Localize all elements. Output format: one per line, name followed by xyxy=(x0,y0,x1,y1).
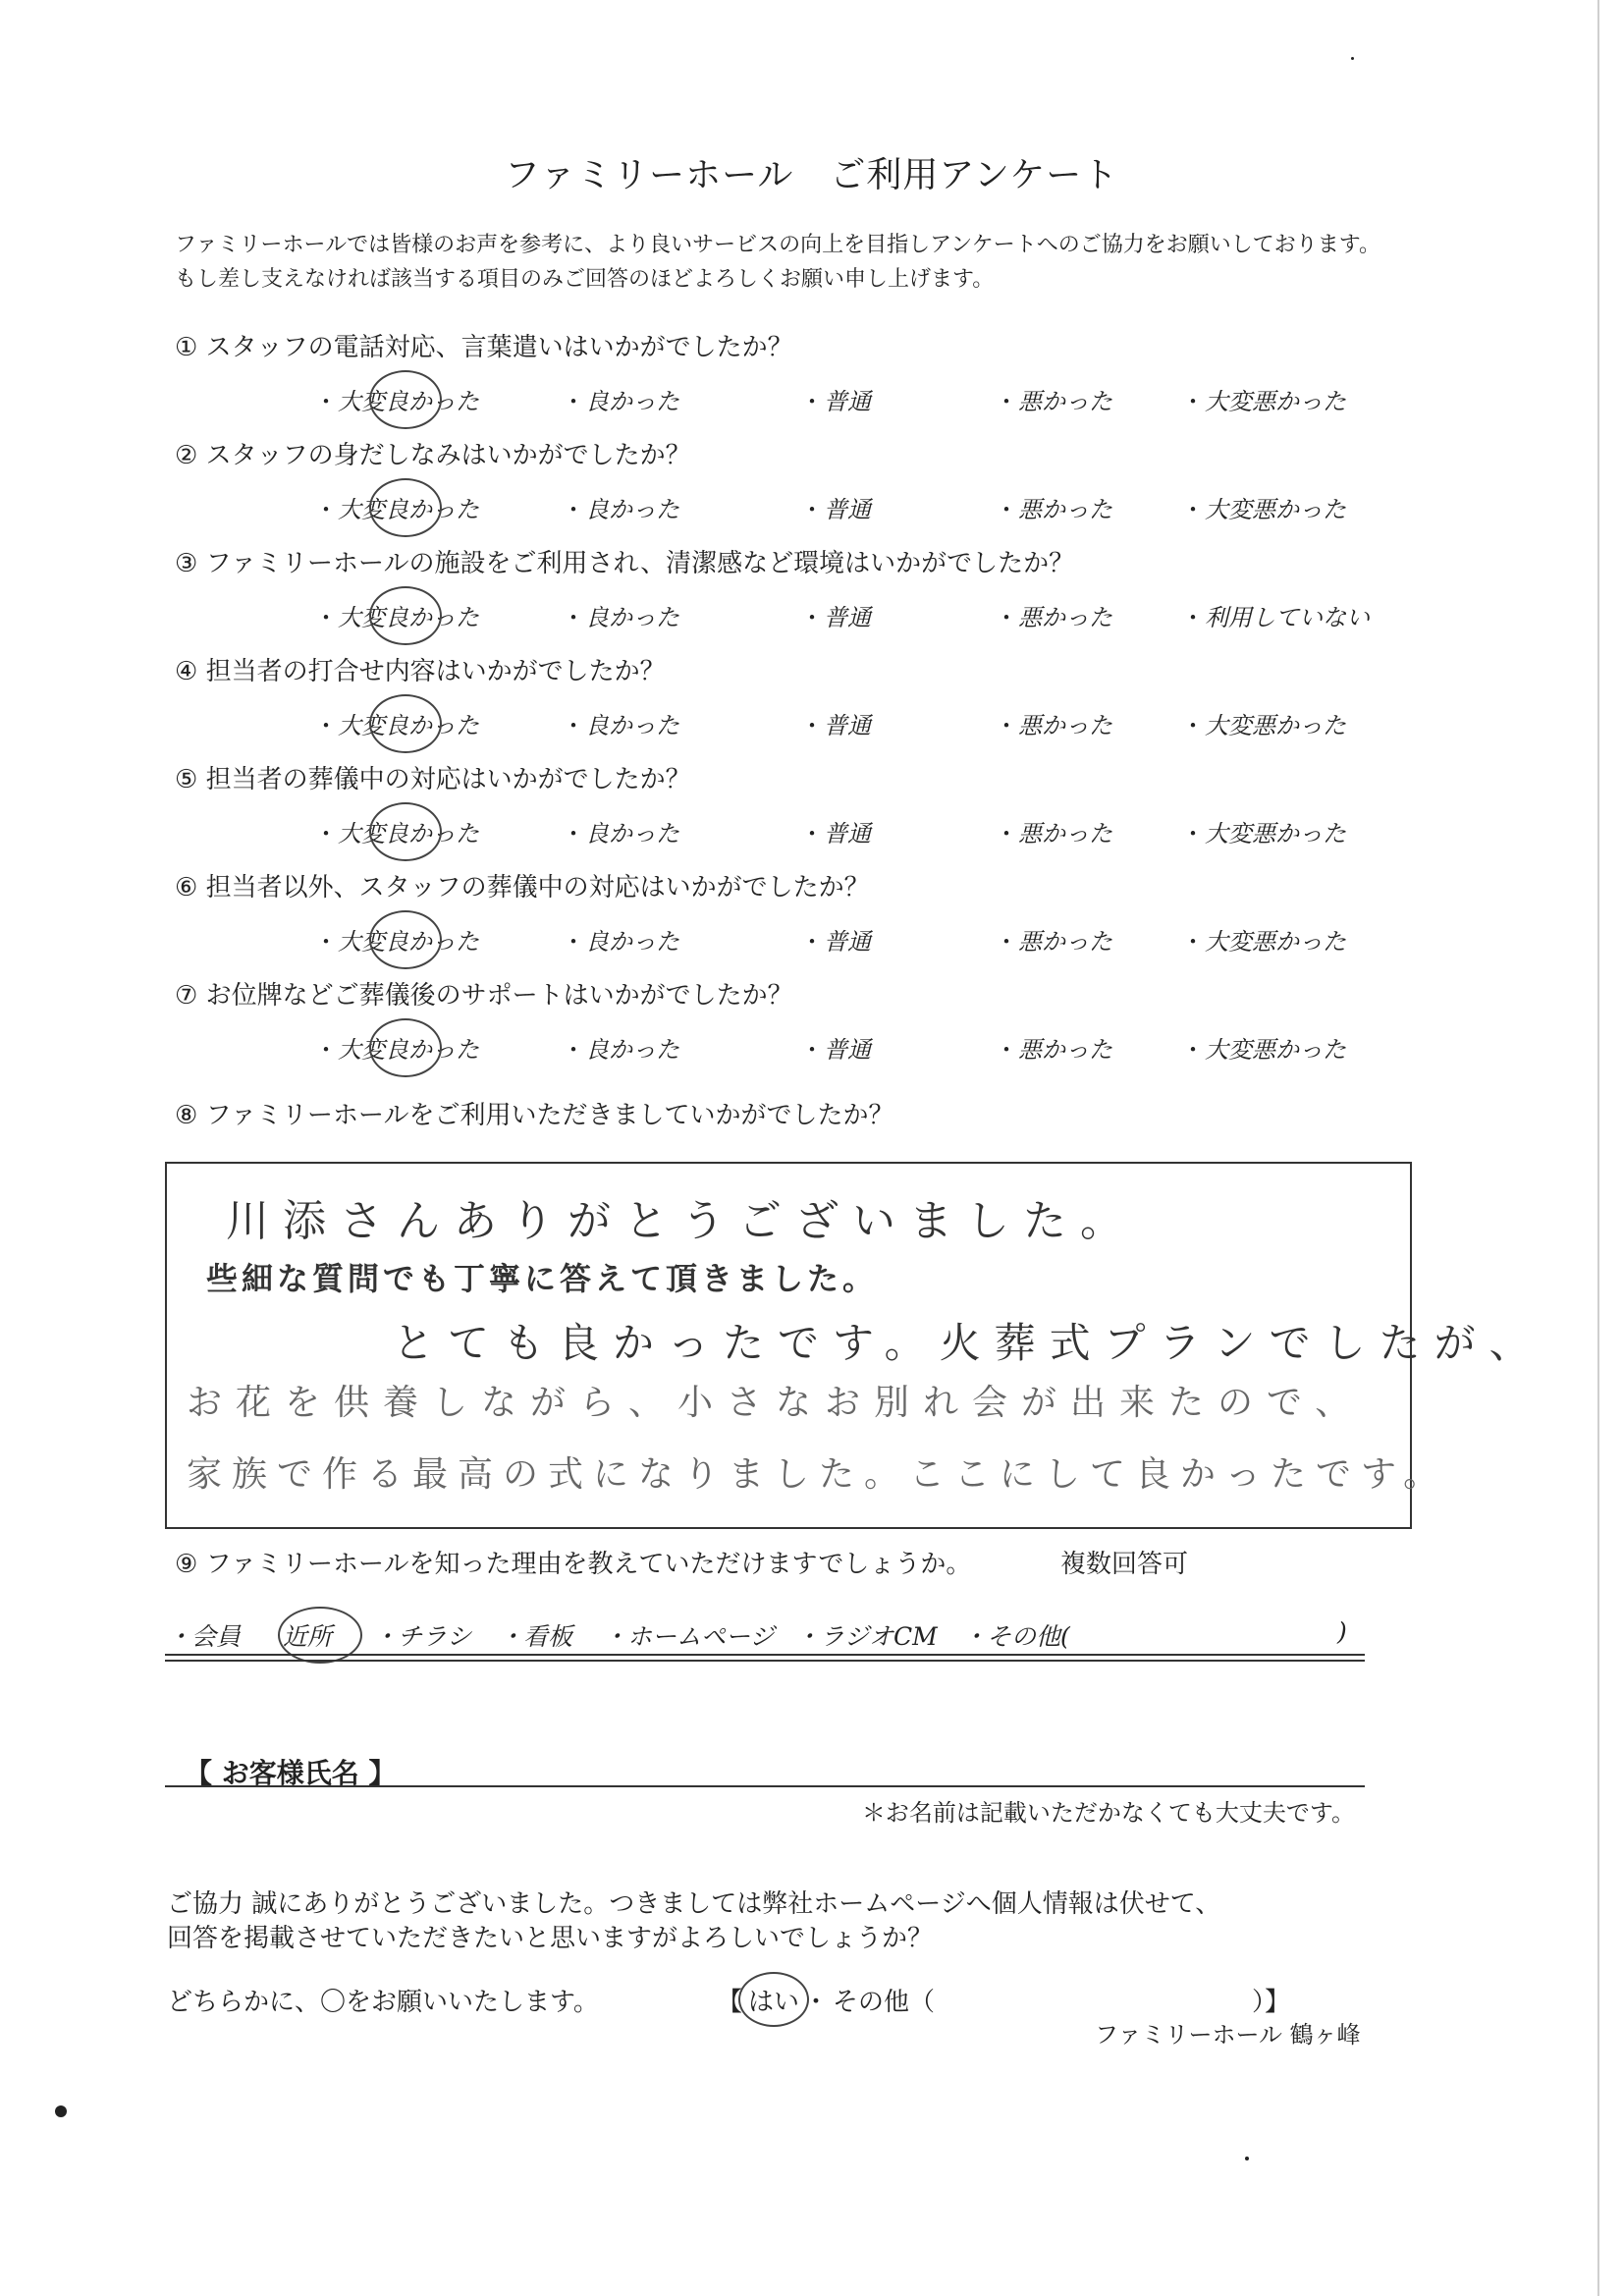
question-1-options xyxy=(0,382,1623,421)
question-6-options xyxy=(0,922,1623,961)
question-4-option-5[interactable]: ・ 大変悪かった xyxy=(1181,706,1346,740)
question-5-option-5[interactable]: ・ 大変悪かった xyxy=(1181,814,1346,848)
question-1-option-2[interactable]: ・ 良かった xyxy=(562,382,679,416)
question-3-option-1[interactable]: ・ 大変良かった xyxy=(314,598,479,632)
question-4-option-2[interactable]: ・ 良かった xyxy=(562,706,679,740)
question-2-option-5[interactable]: ・ 大変悪かった xyxy=(1181,490,1346,524)
question-3-option-3[interactable]: ・ 普通 xyxy=(800,598,871,632)
question-2-label: ② スタッフの身だしなみはいかがでしたか？ xyxy=(175,441,691,470)
question-6-option-1[interactable]: ・ 大変良かった xyxy=(314,922,479,957)
source-option-radio-cm[interactable]: ・ラジオCM xyxy=(795,1622,938,1651)
question-7-option-3[interactable]: ・ 普通 xyxy=(800,1030,871,1065)
customer-name-field[interactable] xyxy=(165,1785,1365,1787)
question-5-options xyxy=(0,814,1623,853)
source-option-other[interactable]: ・その他( xyxy=(962,1622,1070,1651)
question-4-label: ④ 担当者の打合せ内容はいかがでしたか？ xyxy=(175,657,666,686)
question-2-option-2[interactable]: ・ 良かった xyxy=(562,490,679,524)
source-underline-2 xyxy=(165,1660,1365,1662)
scan-speck xyxy=(1245,2157,1249,2160)
source-option-member[interactable]: ・会員 xyxy=(167,1622,242,1651)
name-optional-note: ＊お名前は記載いただかなくても大丈夫です。 xyxy=(861,1799,1355,1827)
choice-open-bracket: 【 xyxy=(717,1988,743,2017)
question-2-option-4[interactable]: ・ 悪かった xyxy=(995,490,1112,524)
comment-box[interactable] xyxy=(165,1162,1544,1529)
question-4-options xyxy=(0,706,1623,745)
choice-other[interactable]: その他（ xyxy=(833,1988,936,2017)
question-1-label: ① スタッフの電話対応、言葉遣いはいかがでしたか？ xyxy=(175,333,793,362)
question-2-option-3[interactable]: ・ 普通 xyxy=(800,490,871,524)
source-option-signboard[interactable]: ・看板 xyxy=(499,1622,573,1651)
question-1-option-5[interactable]: ・ 大変悪かった xyxy=(1181,382,1346,416)
question-3-option-4[interactable]: ・ 悪かった xyxy=(995,598,1112,632)
source-option-flyer[interactable]: ・チラシ xyxy=(373,1622,472,1651)
intro-line-2: もし差し支えなければ該当する項目のみご回答のほどよろしくお願い申し上げます。 xyxy=(175,267,995,292)
choice-separator: ・ xyxy=(803,1988,830,2017)
source-option-neighborhood[interactable]: 近所 xyxy=(283,1622,333,1651)
question-6-option-2[interactable]: ・ 良かった xyxy=(562,922,679,957)
comment-line-2: 些細な質問でも丁寧に答えて頂きました。 xyxy=(206,1260,879,1297)
question-3-option-5[interactable]: ・ 利用していない xyxy=(1181,598,1370,632)
question-7-options xyxy=(0,1030,1623,1069)
closing-line-1: ご協力 誠にありがとうございました。つきましては弊社ホームページへ個人情報は伏せて、 xyxy=(167,1889,1221,1919)
intro-line-1: ファミリーホールでは皆様のお声を参考に、より良いサービスの向上を目指しアンケートへのご協力をお願いしております。 xyxy=(175,233,1381,257)
closing-line-2: 回答を掲載させていただきたいと思いますがよろしいでしょうか？ xyxy=(167,1924,934,1953)
question-4-option-1[interactable]: ・ 大変良かった xyxy=(314,706,479,740)
question-6-label: ⑥ 担当者以外、スタッフの葬儀中の対応はいかがでしたか？ xyxy=(175,873,870,902)
question-7-option-1[interactable]: ・ 大変良かった xyxy=(314,1030,479,1065)
question-9-label: ⑨ ファミリーホールを知った理由を教えていただけますでしょうか。 xyxy=(175,1550,972,1579)
question-4-option-3[interactable]: ・ 普通 xyxy=(800,706,871,740)
choice-yes[interactable]: はい xyxy=(748,1988,800,2017)
question-7-label: ⑦ お位牌などご葬儀後のサポートはいかがでしたか？ xyxy=(175,981,793,1011)
question-3-option-2[interactable]: ・ 良かった xyxy=(562,598,679,632)
scan-speck xyxy=(55,2105,67,2117)
comment-line-4: お花を供養しながら、小さなお別れ会が出来たので、 xyxy=(187,1383,1365,1423)
source-underline xyxy=(165,1654,1365,1656)
question-7-option-5[interactable]: ・ 大変悪かった xyxy=(1181,1030,1346,1065)
question-4-option-4[interactable]: ・ 悪かった xyxy=(995,706,1112,740)
question-7-option-2[interactable]: ・ 良かった xyxy=(562,1030,679,1065)
question-1-option-3[interactable]: ・ 普通 xyxy=(800,382,871,416)
question-5-label: ⑤ 担当者の葬儀中の対応はいかがでしたか？ xyxy=(175,765,691,794)
source-option-other-close: ) xyxy=(1337,1617,1347,1646)
question-5-option-2[interactable]: ・ 良かった xyxy=(562,814,679,848)
question-2-options xyxy=(0,490,1623,529)
question-7-option-4[interactable]: ・ 悪かった xyxy=(995,1030,1112,1065)
question-5-option-4[interactable]: ・ 悪かった xyxy=(995,814,1112,848)
question-2-option-1[interactable]: ・ 大変良かった xyxy=(314,490,479,524)
question-1-option-1[interactable]: ・ 大変良かった xyxy=(314,382,479,416)
scan-edge-line xyxy=(1597,0,1599,2296)
page-title: ファミリーホール ご利用アンケート xyxy=(504,155,1119,195)
question-3-options xyxy=(0,598,1623,637)
comment-line-5: 家族で作る最高の式になりました。ここにして良かったです。 xyxy=(187,1454,1449,1495)
question-6-option-3[interactable]: ・ 普通 xyxy=(800,922,871,957)
question-8-label: ⑧ ファミリーホールをご利用いただきましていかがでしたか？ xyxy=(175,1101,894,1130)
comment-line-1: 川添さんありがとうございました。 xyxy=(226,1196,1137,1246)
signature: ファミリーホール 鶴ヶ峰 xyxy=(1095,2021,1361,2049)
choice-close-bracket: ）】 xyxy=(1252,1988,1291,2017)
multiple-answers-note: 複数回答可 xyxy=(1060,1550,1189,1579)
source-option-homepage[interactable]: ・ホームページ xyxy=(603,1622,775,1651)
question-5-option-1[interactable]: ・ 大変良かった xyxy=(314,814,479,848)
question-3-label: ③ ファミリーホールの施設をご利用され、清潔感など環境はいかがでしたか？ xyxy=(175,549,1075,578)
customer-name-label: 【 お客様氏名 】 xyxy=(185,1757,397,1789)
scan-speck xyxy=(1351,57,1354,60)
question-1-option-4[interactable]: ・ 悪かった xyxy=(995,382,1112,416)
question-6-option-4[interactable]: ・ 悪かった xyxy=(995,922,1112,957)
closing-line-3: どちらかに、〇をお願いいたします。 xyxy=(167,1988,599,2017)
question-6-option-5[interactable]: ・ 大変悪かった xyxy=(1181,922,1346,957)
intro-text xyxy=(175,228,1441,297)
source-options xyxy=(167,1617,1365,1659)
question-5-option-3[interactable]: ・ 普通 xyxy=(800,814,871,848)
comment-line-3: とても良かったです。火葬式プランでしたが、 xyxy=(393,1319,1544,1367)
